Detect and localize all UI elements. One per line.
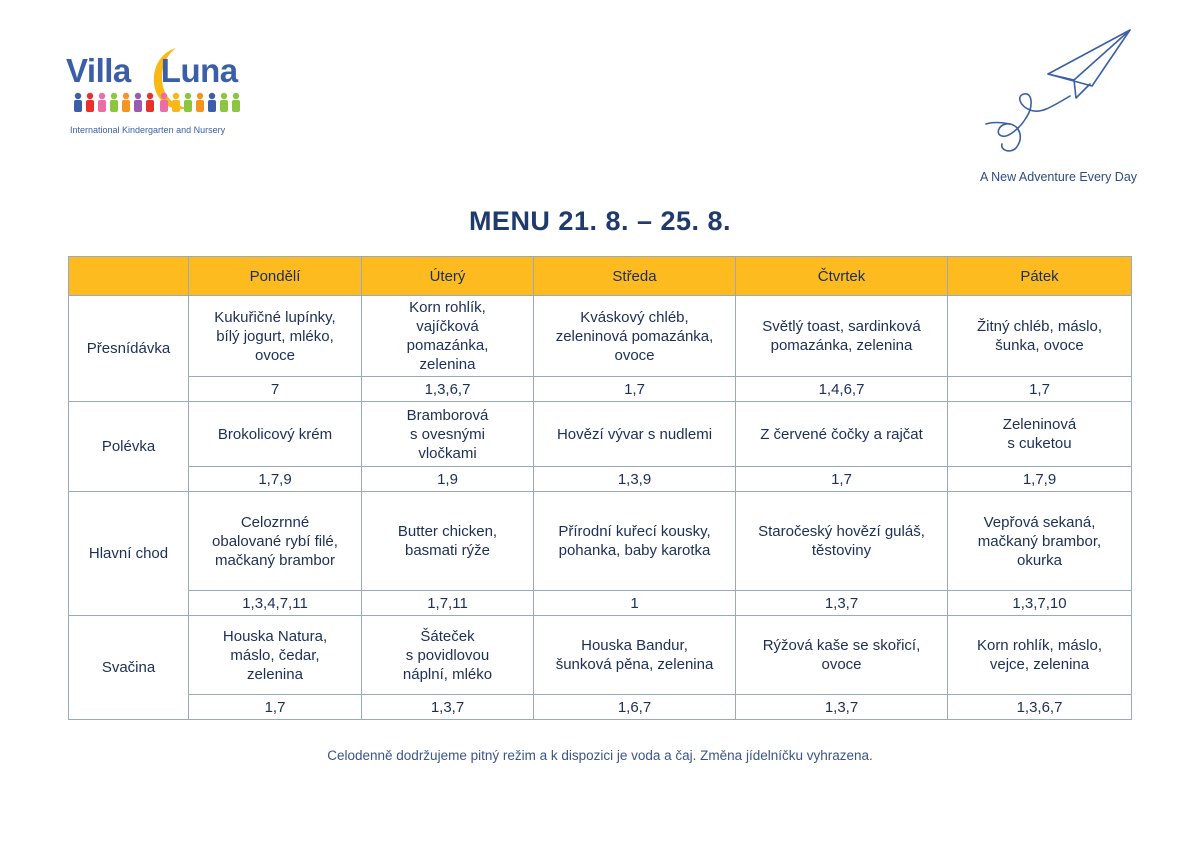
allergen-cell: 1,3,6,7	[948, 695, 1132, 720]
meal-line: s cuketou	[1007, 435, 1072, 452]
meal-cell	[534, 616, 736, 695]
meal-cell	[736, 492, 948, 591]
day-header: Pátek	[948, 257, 1132, 296]
meal-line: Staročeský hovězí guláš,	[758, 523, 925, 540]
meal-line: Korn rohlík, máslo,	[976, 637, 1103, 654]
meal-line: těstoviny	[811, 542, 872, 559]
allergen-cell: 1,7	[534, 377, 736, 402]
meal-line: obalované rybí filé,	[212, 532, 338, 550]
logo-word-villa: Villa	[66, 52, 131, 89]
meal-cell	[534, 402, 736, 467]
allergen-cell: 1,3,6,7	[362, 377, 534, 402]
meal-cell	[736, 402, 948, 467]
meal-line: Brokolicový krém	[217, 425, 333, 443]
meal-line: bílý jogurt, mléko,	[216, 327, 334, 345]
meal-line: zeleninová pomazánka,	[555, 327, 714, 345]
allergen-cell: 1,7	[736, 467, 948, 492]
allergen-row	[69, 695, 1132, 720]
allergen-cell: 1,3,7	[362, 695, 534, 720]
menu-table	[68, 256, 1132, 720]
meal-line: Žitný chléb, máslo,	[976, 318, 1103, 335]
allergen-cell: 1,3,7,10	[948, 591, 1132, 616]
villa-luna-logo	[66, 46, 246, 138]
meal-cell	[948, 616, 1132, 695]
day-header: Středa	[534, 257, 736, 296]
allergen-cell: 1,3,9	[534, 467, 736, 492]
meal-row	[69, 492, 1132, 591]
meal-cell	[362, 492, 534, 591]
meal-line: šunka, ovoce	[995, 337, 1084, 354]
meal-cell	[948, 492, 1132, 591]
meal-line: Celozrnné	[240, 513, 310, 531]
meal-cell	[362, 296, 534, 377]
meal-line: vločkami	[418, 444, 477, 462]
meal-line: Zeleninová	[1002, 416, 1077, 433]
meal-line: zelenina	[247, 665, 303, 683]
allergen-cell: 7	[189, 377, 362, 402]
meal-type-label: Polévka	[69, 402, 189, 492]
logo-title	[66, 52, 238, 90]
meal-line: máslo, čedar,	[230, 646, 320, 664]
paper-plane-icon	[980, 26, 1140, 158]
page-title: MENU 21. 8. – 25. 8.	[468, 206, 732, 236]
allergen-cell: 1	[534, 591, 736, 616]
allergen-cell: 1,3,7	[736, 695, 948, 720]
menu-body	[69, 296, 1132, 720]
meal-line: Bramborová	[406, 406, 489, 424]
meal-cell	[534, 492, 736, 591]
allergen-cell: 1,7	[948, 377, 1132, 402]
meal-row	[69, 296, 1132, 377]
allergen-cell: 1,3,7	[736, 591, 948, 616]
meal-cell	[948, 296, 1132, 377]
meal-line: pomazánka,	[406, 337, 489, 354]
header-corner	[69, 257, 189, 296]
day-header: Čtvrtek	[736, 257, 948, 296]
header-row	[69, 257, 1132, 296]
allergen-row	[69, 591, 1132, 616]
meal-line: Vepřová sekaná,	[983, 513, 1096, 531]
meal-line: Kukuřičné lupínky,	[214, 308, 336, 326]
meal-line: mačkaný brambor	[214, 551, 336, 569]
meal-line: Přírodní kuřecí kousky,	[558, 523, 711, 540]
meal-cell	[362, 616, 534, 695]
meal-line: Kváskový chléb,	[580, 308, 689, 326]
children-figures-icon	[70, 92, 244, 114]
meal-cell	[362, 402, 534, 467]
meal-line: Šáteček	[420, 627, 475, 645]
footer-note: Celodenně dodržujeme pitný režim a k dispozici je voda a čaj. Změna jídelníčku vyhrazena.	[327, 748, 873, 763]
meal-cell	[189, 492, 362, 591]
meal-line: ovoce	[821, 656, 862, 673]
meal-line: ovoce	[614, 346, 655, 364]
meal-line: pohanka, baby karotka	[558, 542, 711, 559]
day-header: Pondělí	[189, 257, 362, 296]
meal-cell	[948, 402, 1132, 467]
allergen-cell: 1,7	[189, 695, 362, 720]
meal-line: vejce, zelenina	[989, 656, 1090, 673]
logo-subtitle: International Kindergarten and Nursery	[70, 125, 226, 135]
meal-line: Hovězí vývar s nudlemi	[556, 425, 713, 443]
meal-cell	[534, 296, 736, 377]
meal-cell	[736, 296, 948, 377]
allergen-row	[69, 467, 1132, 492]
allergen-cell: 1,4,6,7	[736, 377, 948, 402]
meal-line: Rýžová kaše se skořicí,	[762, 637, 921, 654]
meal-row	[69, 402, 1132, 467]
logo-word-luna: Luna	[160, 52, 238, 89]
meal-line: Butter chicken,	[397, 523, 498, 540]
allergen-cell: 1,9	[362, 467, 534, 492]
meal-line: Z červené čočky a rajčat	[760, 425, 923, 443]
meal-line: šunková pěna, zelenina	[555, 656, 714, 673]
meal-line: s ovesnými	[409, 425, 486, 443]
allergen-cell: 1,7,9	[189, 467, 362, 492]
allergen-cell: 1,7,11	[362, 591, 534, 616]
tagline: A New Adventure Every Day	[980, 170, 1138, 184]
meal-line: Houska Bandur,	[581, 637, 688, 654]
allergen-row	[69, 377, 1132, 402]
meal-cell	[189, 296, 362, 377]
allergen-cell: 1,3,4,7,11	[189, 591, 362, 616]
meal-cell	[189, 402, 362, 467]
allergen-cell: 1,6,7	[534, 695, 736, 720]
meal-row	[69, 616, 1132, 695]
meal-line: pomazánka, zelenina	[770, 337, 913, 354]
meal-line: basmati rýže	[404, 542, 491, 559]
meal-line: vajíčková	[416, 318, 479, 335]
meal-line: s povidlovou	[405, 646, 490, 664]
meal-type-label: Hlavní chod	[69, 492, 189, 616]
meal-line: Světlý toast, sardinková	[762, 318, 921, 335]
meal-type-label: Svačina	[69, 616, 189, 720]
meal-line: okurka	[1016, 551, 1063, 569]
day-header: Úterý	[362, 257, 534, 296]
meal-line: mačkaný brambor,	[977, 532, 1102, 550]
allergen-cell: 1,7,9	[948, 467, 1132, 492]
meal-line: Houska Natura,	[222, 627, 328, 645]
meal-type-label: Přesnídávka	[69, 296, 189, 402]
meal-cell	[189, 616, 362, 695]
meal-line: zelenina	[419, 356, 476, 373]
meal-line: ovoce	[254, 346, 296, 364]
meal-cell	[736, 616, 948, 695]
meal-line: náplní, mléko	[402, 665, 493, 683]
meal-line: Korn rohlík,	[409, 299, 486, 316]
